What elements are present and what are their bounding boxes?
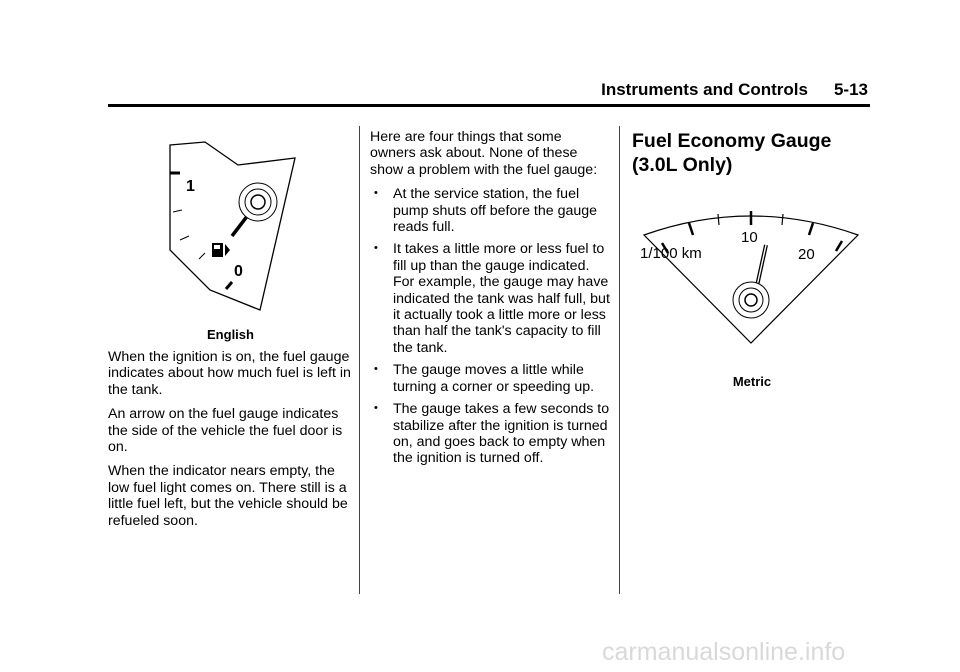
- column-1: [108, 349, 353, 537]
- page-header: [108, 80, 868, 106]
- figure-caption-english: English: [207, 327, 254, 342]
- gauge-face-outline: [170, 142, 295, 310]
- bullet-icon: •: [374, 187, 378, 200]
- economy-unit-label: 1/100 km: [640, 245, 702, 262]
- column-divider-1: [359, 126, 360, 594]
- economy-gauge-hub: [733, 282, 769, 318]
- column-divider-2: [619, 126, 620, 594]
- bullet-icon: •: [374, 363, 378, 376]
- column-3: [632, 129, 872, 177]
- gauge-label-full: 1: [186, 178, 195, 195]
- list-item: • At the service station, the fuel pump shuts off before the gauge reads full.: [374, 186, 598, 236]
- list-item: • The gauge takes a few seconds to stabilize after the ignition is turned on, and goes back to empty when the ignition is turned off.: [374, 401, 610, 467]
- header-rule: [108, 104, 870, 107]
- section-heading: Fuel Economy Gauge (3.0L Only): [632, 130, 832, 176]
- bullet-icon: •: [374, 402, 378, 415]
- fuel-gauge-figure: [150, 140, 310, 315]
- page-number: 5-13: [833, 80, 868, 99]
- economy-tick-label-10: 10: [741, 229, 758, 246]
- bullet-icon: •: [374, 242, 378, 255]
- list-item: • The gauge moves a little while turning a corner or speeding up.: [374, 362, 595, 395]
- paragraph: When the ignition is on, the fuel gauge indicates about how much fuel is left in the tank.: [108, 349, 351, 398]
- figure-caption-metric: Metric: [732, 374, 772, 389]
- list-item: • It takes a little more or less fuel to fill up than the gauge indicated. For example, the gauge may have indicated the tank was half full, but it actually took a little more or less than half the tank's capacity to fill the tank.: [374, 241, 610, 356]
- section-title: Instruments and Controls: [601, 80, 808, 99]
- gauge-label-empty: 0: [234, 263, 243, 280]
- watermark: carmanualsonline.info: [602, 638, 846, 666]
- column-2: [370, 129, 610, 473]
- intro-paragraph: Here are four things that some owners ask about. None of these show a problem with the fuel gauge:: [370, 129, 598, 178]
- paragraph: An arrow on the fuel gauge indicates the side of the vehicle the fuel door is on.: [108, 406, 343, 456]
- fuel-economy-gauge-figure: [638, 205, 864, 350]
- economy-tick-label-20: 20: [798, 246, 815, 263]
- paragraph: When the indicator nears empty, the low fuel light comes on. There still is a little fuel left, but the vehicle should be refueled soon.: [108, 463, 348, 529]
- bullet-list: [370, 186, 610, 467]
